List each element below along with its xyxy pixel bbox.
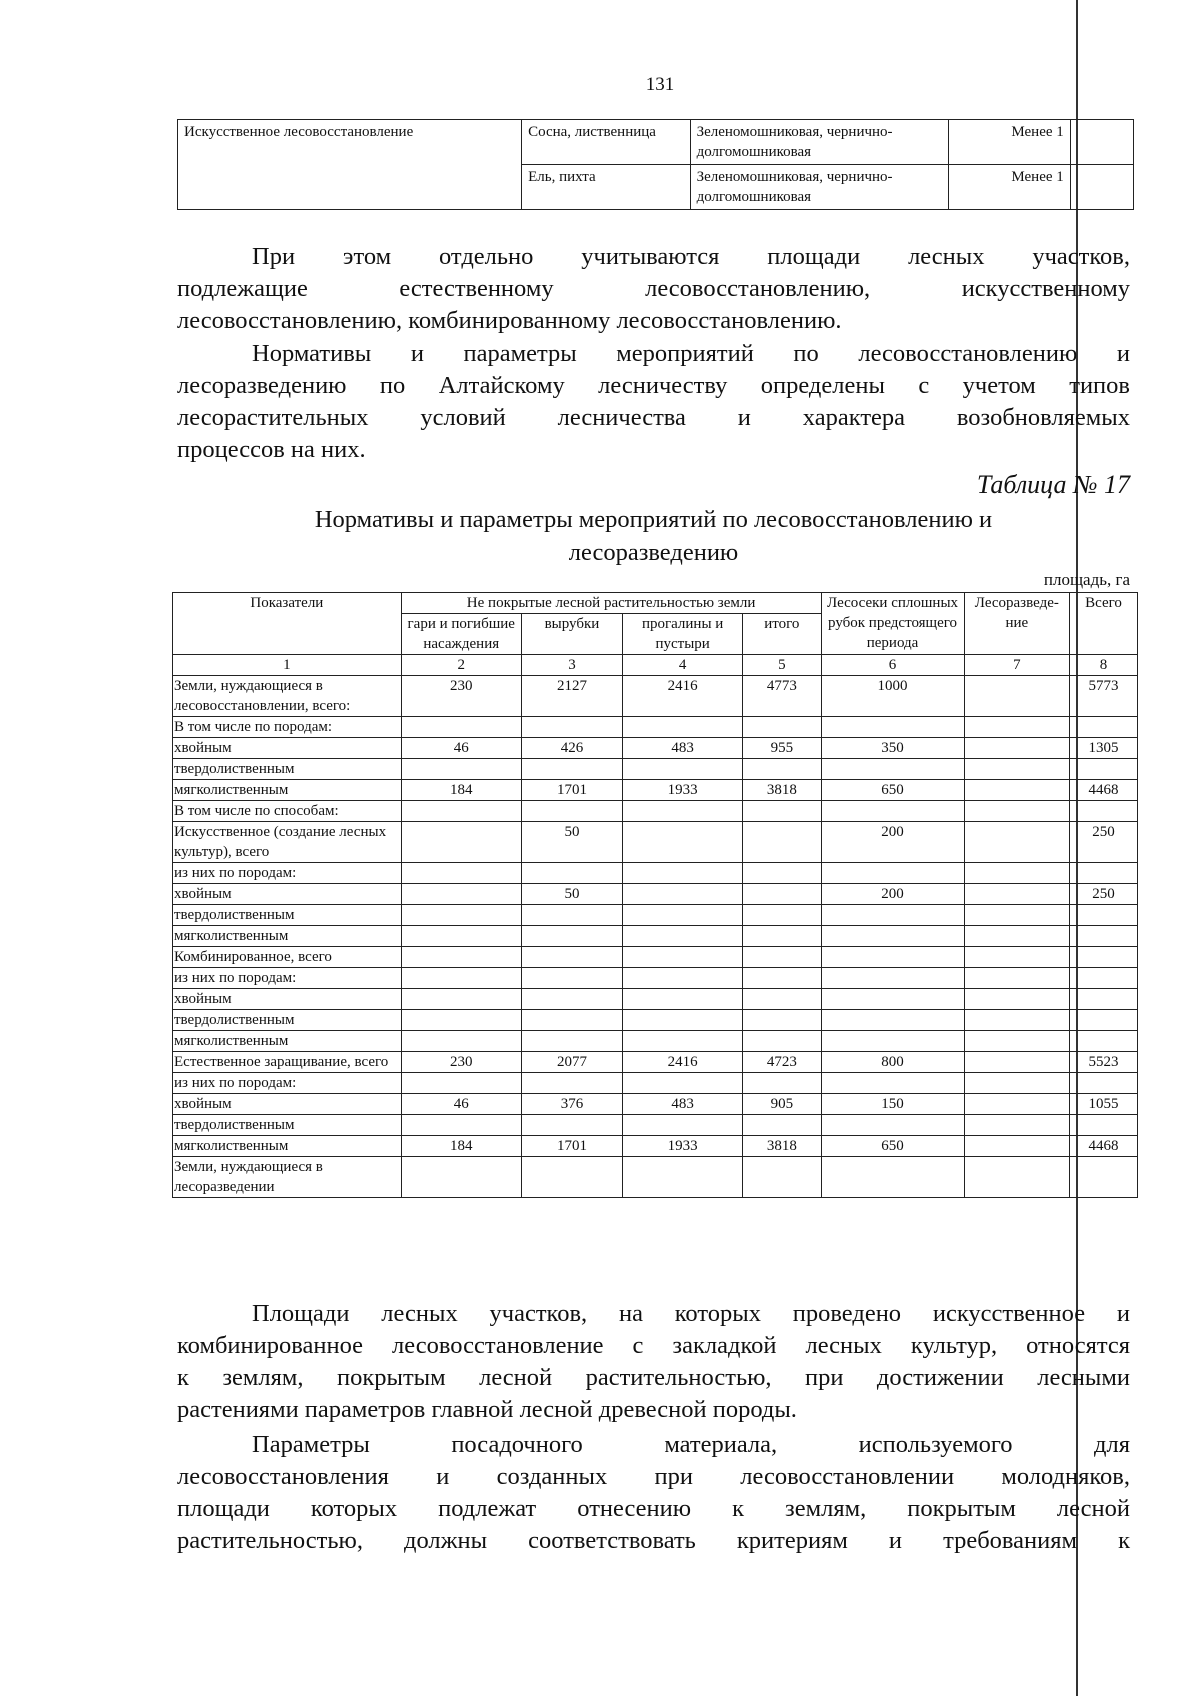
column-number: 6	[821, 655, 964, 676]
table-body	[173, 676, 1138, 1198]
header-burnt: гари и погибшие насаждения	[401, 614, 521, 655]
table-cell: 250	[1070, 884, 1138, 905]
table-cell	[964, 759, 1069, 780]
row-label: твердолиственным	[173, 1115, 402, 1136]
table-title-line: Нормативы и параметры мероприятий по лесовосстановлению и	[314, 506, 993, 533]
table-row	[173, 801, 1138, 822]
table-cell	[521, 1157, 622, 1198]
row-label: из них по породам:	[173, 968, 402, 989]
table-cell	[743, 759, 821, 780]
table-cell: 200	[821, 884, 964, 905]
table-cell	[521, 801, 622, 822]
table-cell	[521, 863, 622, 884]
table-row	[173, 738, 1138, 759]
table-cell	[964, 801, 1069, 822]
table-cell: 3818	[743, 780, 821, 801]
table-cell	[623, 1010, 743, 1031]
value-cell: Менее 1	[949, 165, 1070, 210]
table-cell	[821, 947, 964, 968]
header-total: Всего	[1070, 593, 1138, 655]
table-cell	[401, 1010, 521, 1031]
table-cell	[521, 926, 622, 947]
row-label: мягколиственным	[173, 1031, 402, 1052]
units-label: площадь, га	[1043, 570, 1130, 589]
table-row	[173, 1010, 1138, 1031]
table-cell	[964, 1031, 1069, 1052]
table-cell	[623, 863, 743, 884]
table-cell	[1070, 1073, 1138, 1094]
table-cell	[1070, 1010, 1138, 1031]
header-afforestation: Лесоразведе-ние	[964, 593, 1069, 655]
table-row	[173, 1136, 1138, 1157]
table-cell	[964, 1115, 1069, 1136]
text-line: растениями параметров главной лесной древесной породы.	[177, 1396, 797, 1423]
table-cell	[821, 968, 964, 989]
table-row	[173, 1115, 1138, 1136]
table-cell: 230	[401, 1052, 521, 1073]
header-not-covered: Не покрытые лесной растительностью земли	[401, 593, 821, 614]
row-label: Искусственное (создание лесных культур), всего	[173, 822, 402, 863]
table-cell: 46	[401, 1094, 521, 1115]
table-cell: 4468	[1070, 1136, 1138, 1157]
table-cell	[401, 1157, 521, 1198]
text-line: подлежащие естественному лесовосстановлению, искусственному	[177, 275, 1130, 302]
empty-cell	[1070, 120, 1133, 165]
table-cell: 184	[401, 780, 521, 801]
table-cell	[743, 801, 821, 822]
table-cell	[1070, 759, 1138, 780]
table-cell	[521, 1073, 622, 1094]
table-cell: 650	[821, 780, 964, 801]
table-cell	[401, 905, 521, 926]
table-cell: 483	[623, 1094, 743, 1115]
table-cell	[964, 822, 1069, 863]
text-line: При этом отдельно учитываются площади лесных участков,	[252, 243, 1130, 270]
row-label: В том числе по способам:	[173, 801, 402, 822]
row-label: мягколиственным	[173, 1136, 402, 1157]
row-label: мягколиственным	[173, 780, 402, 801]
table-cell	[401, 947, 521, 968]
table-cell	[821, 1157, 964, 1198]
row-label: хвойным	[173, 1094, 402, 1115]
table-cell: 1305	[1070, 738, 1138, 759]
table-cell	[623, 989, 743, 1010]
table-cell	[964, 989, 1069, 1010]
text-line: Параметры посадочного материала, используемого для	[252, 1431, 1130, 1458]
table-cell	[623, 947, 743, 968]
table-cell	[401, 1073, 521, 1094]
table-cell: 1701	[521, 1136, 622, 1157]
table-cell	[964, 717, 1069, 738]
table-row	[173, 676, 1138, 717]
empty-cell	[1070, 165, 1133, 210]
table-row	[173, 926, 1138, 947]
column-number: 1	[173, 655, 402, 676]
table-cell	[401, 968, 521, 989]
species-cell: Сосна, лиственница	[522, 120, 691, 165]
table-cell	[623, 822, 743, 863]
table-cell	[1070, 801, 1138, 822]
table-cell	[521, 968, 622, 989]
table-cell: 2127	[521, 676, 622, 717]
table-cell	[743, 989, 821, 1010]
table-cell	[743, 905, 821, 926]
table-cell	[521, 759, 622, 780]
table-cell	[964, 905, 1069, 926]
row-label: твердолиственным	[173, 905, 402, 926]
table-cell	[743, 968, 821, 989]
table-cell	[521, 1115, 622, 1136]
species-cell: Ель, пихта	[522, 165, 691, 210]
table-cell	[623, 905, 743, 926]
table-cell: 2416	[623, 676, 743, 717]
table-cell	[964, 968, 1069, 989]
table-cell	[1070, 947, 1138, 968]
continuation-table	[177, 119, 1134, 210]
table-cell	[1070, 717, 1138, 738]
table-cell	[743, 1115, 821, 1136]
table-cell: 46	[401, 738, 521, 759]
table-cell	[401, 717, 521, 738]
table-cell	[964, 1157, 1069, 1198]
table-cell	[1070, 1157, 1138, 1198]
table-cell: 955	[743, 738, 821, 759]
table-cell	[743, 1157, 821, 1198]
table-cell: 150	[821, 1094, 964, 1115]
table-cell	[521, 1010, 622, 1031]
text-line: комбинированное лесовосстановление с закладкой лесных культур, относятся	[177, 1332, 1130, 1359]
table-cell: 426	[521, 738, 622, 759]
table-row	[173, 759, 1138, 780]
table-cell: 50	[521, 884, 622, 905]
table-cell	[964, 1052, 1069, 1073]
table-cell	[964, 884, 1069, 905]
table-cell	[623, 968, 743, 989]
text-line: процессов на них.	[177, 436, 366, 463]
table-row	[173, 1073, 1138, 1094]
table-cell	[743, 1073, 821, 1094]
table-cell: 1933	[623, 1136, 743, 1157]
table-cell	[743, 947, 821, 968]
table-cell	[964, 676, 1069, 717]
table-cell	[623, 1115, 743, 1136]
table-cell	[821, 1031, 964, 1052]
table-cell	[964, 926, 1069, 947]
table-cell: 800	[821, 1052, 964, 1073]
forest-type-cell: Зеленомошниковая, чернично-долгомошниковая	[690, 120, 949, 165]
row-label: мягколиственным	[173, 926, 402, 947]
text-line: лесоразведению по Алтайскому лесничеству определены с учетом типов	[177, 372, 1130, 399]
table-cell	[521, 717, 622, 738]
column-number: 3	[521, 655, 622, 676]
forest-type-cell: Зеленомошниковая, чернично-долгомошниковая	[690, 165, 949, 210]
table-cell	[964, 863, 1069, 884]
table-cell	[623, 1157, 743, 1198]
table-cell: 200	[821, 822, 964, 863]
table-cell	[743, 926, 821, 947]
table-row	[173, 884, 1138, 905]
table-cell	[964, 1094, 1069, 1115]
table-cell	[401, 1031, 521, 1052]
table-cell	[743, 884, 821, 905]
table-cell	[821, 1073, 964, 1094]
row-label: Комбинированное, всего	[173, 947, 402, 968]
table-cell: 4468	[1070, 780, 1138, 801]
row-label: Естественное заращивание, всего	[173, 1052, 402, 1073]
table-row	[173, 1094, 1138, 1115]
table-cell	[1070, 1115, 1138, 1136]
table-cell	[623, 926, 743, 947]
table-title	[177, 503, 1130, 569]
row-label: хвойным	[173, 989, 402, 1010]
table-cell	[1070, 926, 1138, 947]
table-row	[173, 1052, 1138, 1073]
table-cell	[401, 989, 521, 1010]
table-cell: 1055	[1070, 1094, 1138, 1115]
header-clearings: вырубки	[521, 614, 622, 655]
table-cell: 5523	[1070, 1052, 1138, 1073]
table-row	[173, 717, 1138, 738]
table-cell	[521, 905, 622, 926]
table-cell	[1070, 905, 1138, 926]
column-number: 4	[623, 655, 743, 676]
table-cell	[401, 822, 521, 863]
table-cell	[743, 822, 821, 863]
table-row	[173, 780, 1138, 801]
value-cell: Менее 1	[949, 120, 1070, 165]
header-indicators: Показатели	[173, 593, 402, 655]
table-cell: 2416	[623, 1052, 743, 1073]
table-cell: 1000	[821, 676, 964, 717]
table-cell	[401, 863, 521, 884]
table-cell: 1701	[521, 780, 622, 801]
paragraph-1	[177, 241, 1130, 337]
table-cell: 230	[401, 676, 521, 717]
table-row	[173, 822, 1138, 863]
row-label: хвойным	[173, 738, 402, 759]
text-line: Нормативы и параметры мероприятий по лесовосстановлению и	[252, 340, 1130, 367]
table-cell	[743, 1031, 821, 1052]
table-cell: 250	[1070, 822, 1138, 863]
table-row	[178, 120, 1134, 165]
table-row	[173, 1157, 1138, 1198]
table-cell	[521, 947, 622, 968]
table-cell	[743, 717, 821, 738]
row-label: из них по породам:	[173, 1073, 402, 1094]
header-subtotal: итого	[743, 614, 821, 655]
method-cell: Искусственное лесовосстановление	[178, 120, 522, 210]
page-number: 131	[645, 74, 675, 95]
table-cell: 350	[821, 738, 964, 759]
table-cell	[821, 926, 964, 947]
table-cell	[521, 1031, 622, 1052]
column-number: 5	[743, 655, 821, 676]
table-cell	[821, 1115, 964, 1136]
row-label: твердолиственным	[173, 1010, 402, 1031]
table-cell: 3818	[743, 1136, 821, 1157]
table-cell	[964, 1073, 1069, 1094]
table-cell	[743, 863, 821, 884]
table-cell: 483	[623, 738, 743, 759]
table-row	[173, 947, 1138, 968]
row-label: хвойным	[173, 884, 402, 905]
column-number: 8	[1070, 655, 1138, 676]
table-row	[173, 905, 1138, 926]
row-label: В том числе по породам:	[173, 717, 402, 738]
table-cell	[964, 1136, 1069, 1157]
row-label: твердолиственным	[173, 759, 402, 780]
table-cell: 1933	[623, 780, 743, 801]
table-cell	[1070, 1031, 1138, 1052]
table-cell	[964, 1010, 1069, 1031]
column-number: 7	[964, 655, 1069, 676]
table-cell	[1070, 989, 1138, 1010]
table-cell	[623, 759, 743, 780]
row-label: из них по породам:	[173, 863, 402, 884]
table-cell	[743, 1010, 821, 1031]
table-cell	[1070, 968, 1138, 989]
text-line: лесовосстановления и созданных при лесовосстановлении молодняков,	[177, 1463, 1130, 1490]
table-cell: 650	[821, 1136, 964, 1157]
text-line: лесовосстановлению, комбинированному лесовосстановлению.	[177, 307, 842, 334]
table-cell: 4773	[743, 676, 821, 717]
table-row	[173, 989, 1138, 1010]
table-cell: 184	[401, 1136, 521, 1157]
row-label: Земли, нуждающиеся в лесовосстановлении, всего:	[173, 676, 402, 717]
table-cell: 4723	[743, 1052, 821, 1073]
table-cell	[623, 801, 743, 822]
table-cell	[964, 780, 1069, 801]
table-cell	[821, 717, 964, 738]
table-cell	[1070, 863, 1138, 884]
table-cell: 2077	[521, 1052, 622, 1073]
header-glades: прогалины и пустыри	[623, 614, 743, 655]
table-cell	[401, 801, 521, 822]
table-cell: 5773	[1070, 676, 1138, 717]
table-cell	[623, 1073, 743, 1094]
text-line: к землям, покрытым лесной растительностью, при достижении лесными	[177, 1364, 1130, 1391]
paragraph-2	[177, 338, 1130, 466]
text-line: лесорастительных условий лесничества и характера возобновляемых	[177, 404, 1130, 431]
table-row	[173, 968, 1138, 989]
table-title-line: лесоразведению	[568, 539, 739, 566]
table-cell: 905	[743, 1094, 821, 1115]
table-cell	[401, 884, 521, 905]
paragraph-3	[177, 1298, 1130, 1426]
row-label: Земли, нуждающиеся в лесоразведении	[173, 1157, 402, 1198]
text-line: площади которых подлежат отнесению к землям, покрытым лесной	[177, 1495, 1130, 1522]
table-cell	[821, 801, 964, 822]
table-cell	[821, 863, 964, 884]
column-number: 2	[401, 655, 521, 676]
table-cell	[401, 1115, 521, 1136]
table-cell	[821, 759, 964, 780]
table-cell	[401, 926, 521, 947]
table-cell: 376	[521, 1094, 622, 1115]
table-cell	[821, 1010, 964, 1031]
table-row	[173, 863, 1138, 884]
table-cell	[521, 989, 622, 1010]
table-cell	[964, 738, 1069, 759]
table-cell: 50	[521, 822, 622, 863]
text-line: Площади лесных участков, на которых проведено искусственное и	[252, 1300, 1130, 1327]
table-cell	[821, 989, 964, 1010]
paragraph-4	[177, 1429, 1130, 1557]
table-cell	[623, 884, 743, 905]
table-cell	[623, 1031, 743, 1052]
table-label: Таблица № 17	[976, 470, 1130, 499]
table-row	[173, 1031, 1138, 1052]
table-cell	[821, 905, 964, 926]
header-cutting-areas: Лесосеки сплошных рубок предстоящего периода	[821, 593, 964, 655]
table-cell	[401, 759, 521, 780]
norms-table	[172, 592, 1138, 1198]
table-cell	[964, 947, 1069, 968]
table-cell	[623, 717, 743, 738]
text-line: растительностью, должны соответствовать критериям и требованиям к	[177, 1527, 1130, 1554]
